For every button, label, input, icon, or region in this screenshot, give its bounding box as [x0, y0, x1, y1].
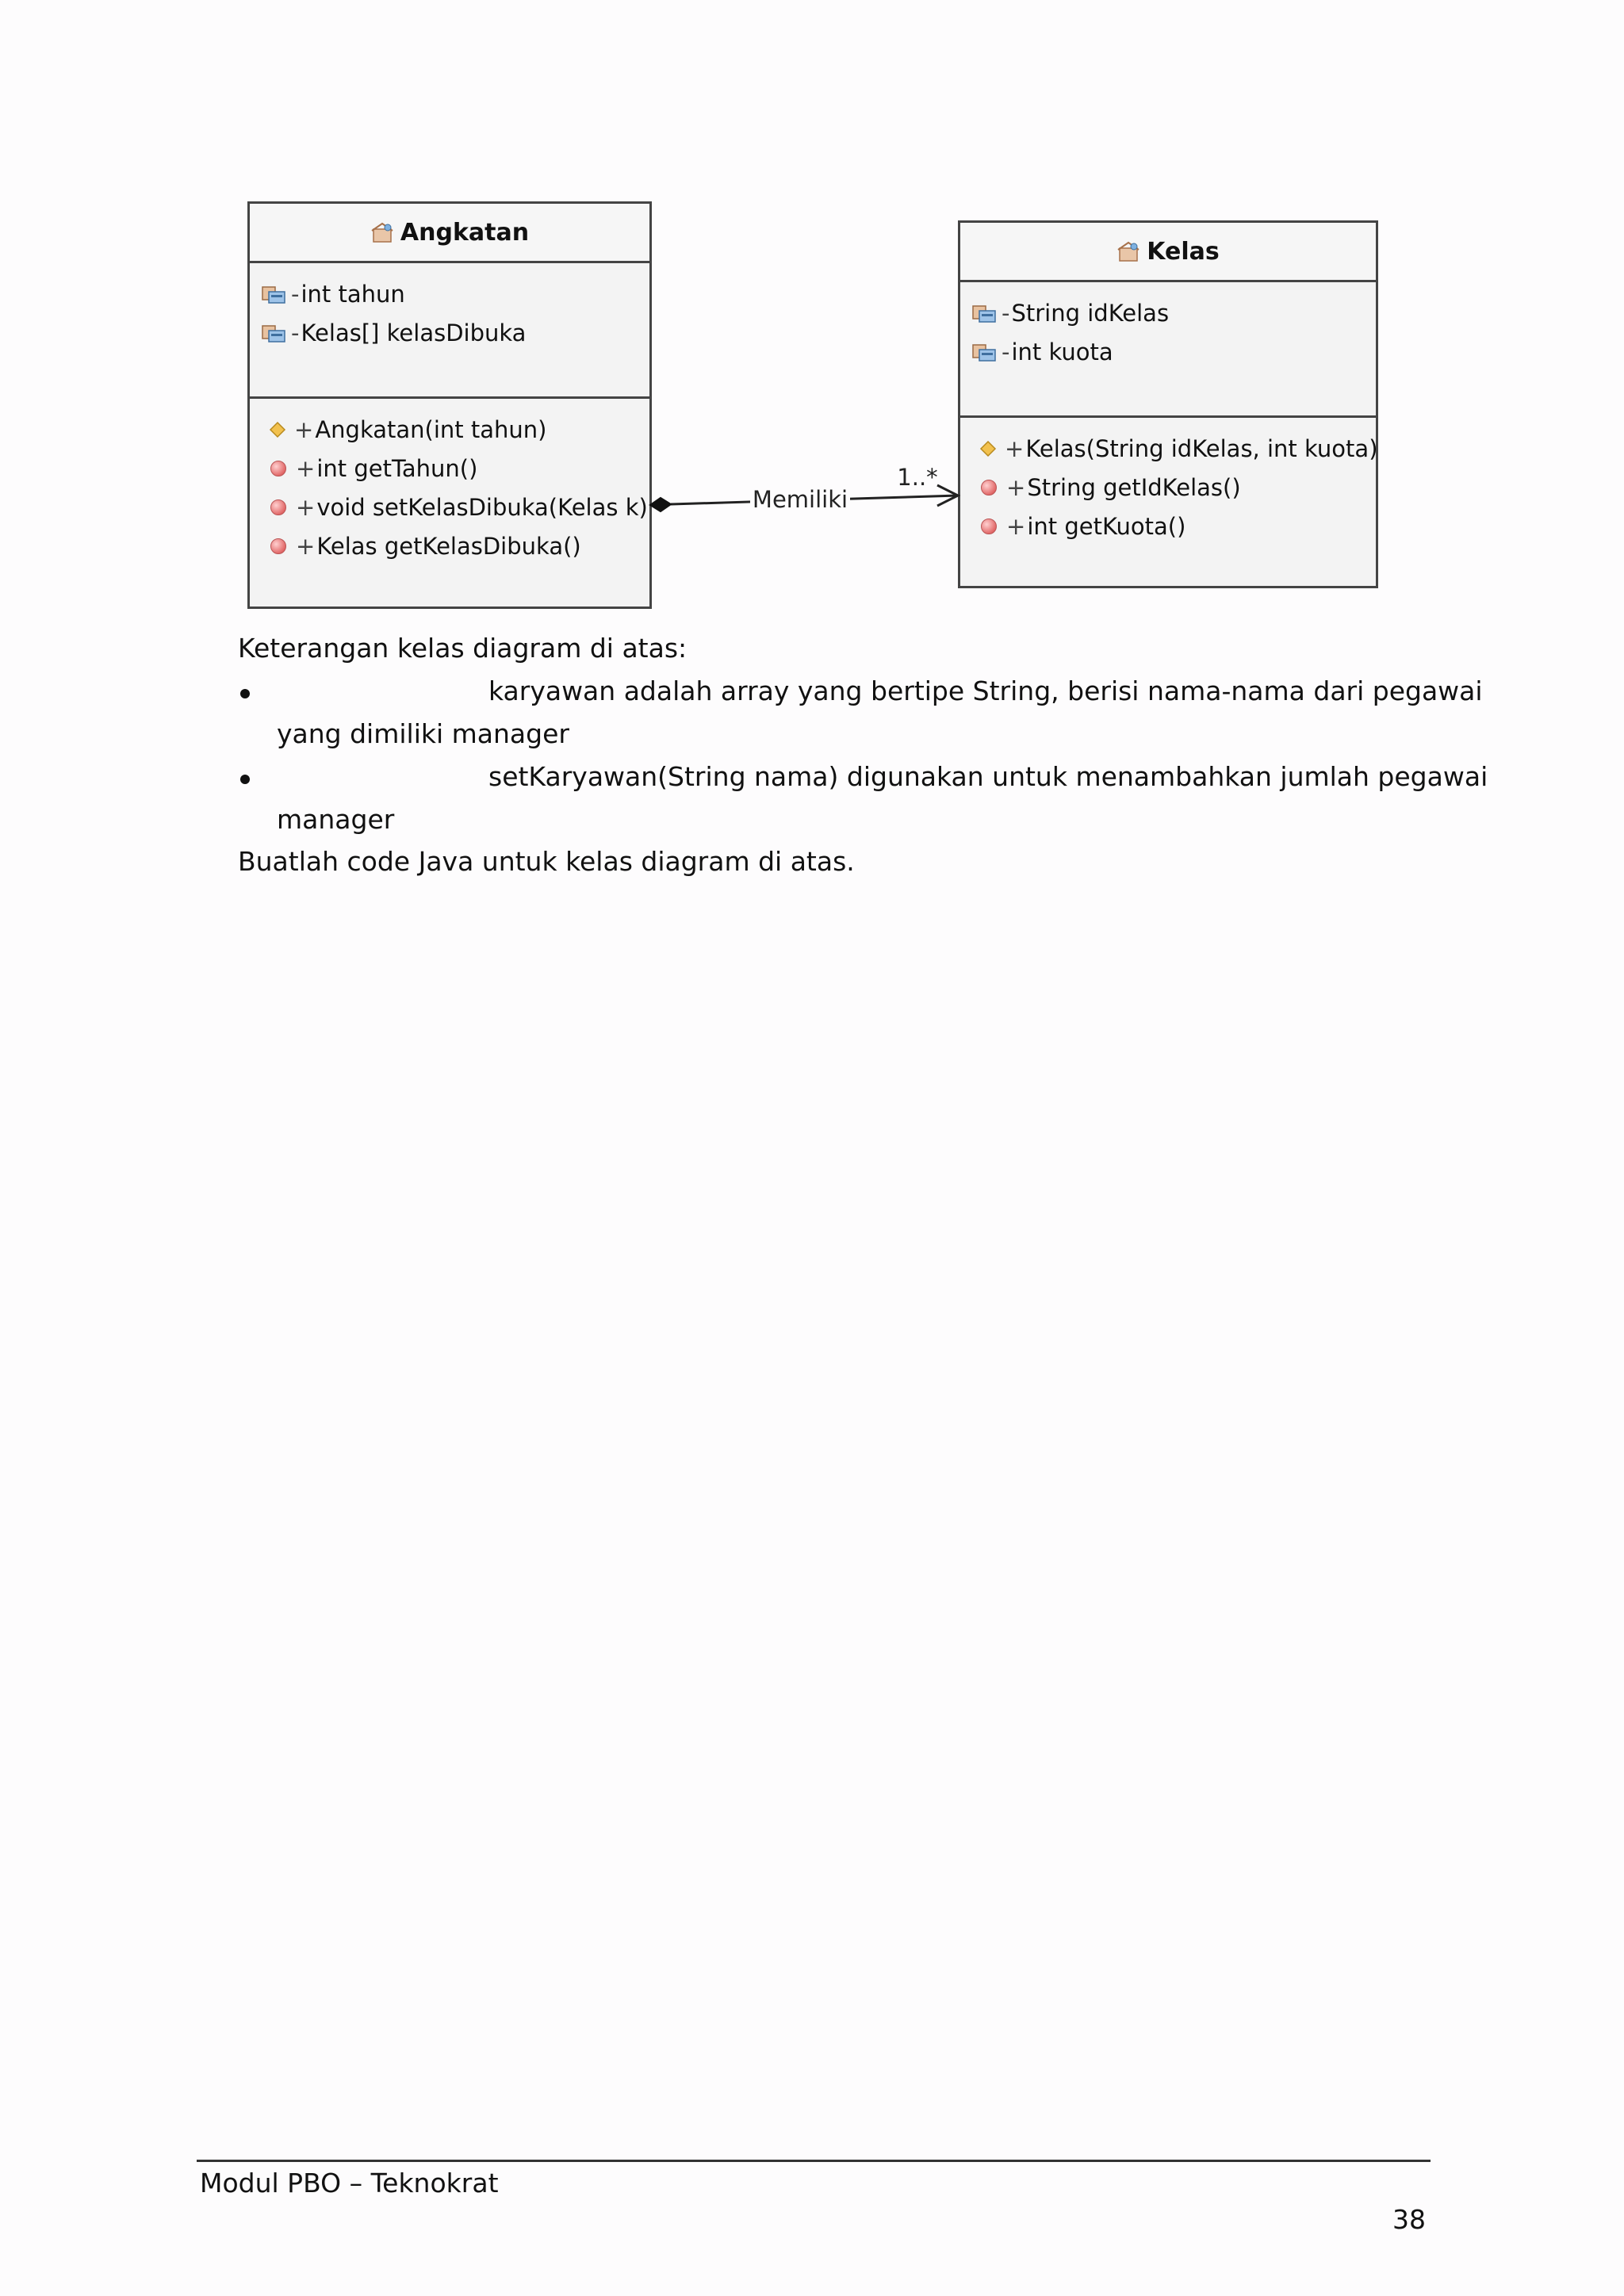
class-name: Angkatan [400, 218, 530, 247]
operation-text: Kelas getKelasDibuka() [316, 532, 581, 560]
composition-diamond [650, 498, 671, 511]
operation-text: int getTahun() [316, 454, 478, 482]
association-connector [0, 0, 1624, 714]
visibility-marker: + [1005, 434, 1025, 462]
visibility-marker: + [1006, 473, 1026, 501]
visibility-marker: - [291, 319, 300, 346]
bullet-text-line: karyawan adalah array yang bertipe String, berisi nama-nama dari pegawai [488, 675, 1483, 706]
visibility-marker: + [296, 532, 316, 560]
footer-divider [197, 2160, 1431, 2162]
footer-title: Modul PBO – Teknokrat [200, 2168, 499, 2198]
visibility-marker: + [296, 493, 316, 521]
visibility-marker: + [296, 454, 316, 482]
class-name: Kelas [1147, 237, 1220, 266]
page-number: 38 [1392, 2204, 1426, 2235]
bullet-text-line: manager [277, 804, 395, 835]
attribute-text: Kelas[] kelasDibuka [301, 319, 527, 346]
description-heading: Keterangan kelas diagram di atas: [238, 633, 688, 664]
operation-text: Kelas(String idKelas, int kuota) [1025, 434, 1378, 462]
bullet-text-line: setKaryawan(String nama) digunakan untuk menambahkan jumlah pegawai [488, 761, 1488, 792]
operation-text: Angkatan(int tahun) [315, 415, 547, 443]
visibility-marker: + [294, 415, 314, 443]
instruction-text: Buatlah code Java untuk kelas diagram di atas. [238, 846, 855, 877]
attribute-text: int kuota [1011, 338, 1113, 365]
visibility-marker: + [1006, 512, 1026, 540]
operation-text: int getKuota() [1027, 512, 1186, 540]
bullet-text-line: yang dimiliki manager [277, 718, 569, 749]
visibility-marker: - [1002, 338, 1010, 365]
association-multiplicity: 1..* [897, 464, 938, 491]
operation-text: String getIdKelas() [1027, 473, 1241, 501]
visibility-marker: - [1002, 299, 1010, 327]
association-label: Memiliki [752, 486, 848, 513]
visibility-marker: - [291, 280, 300, 308]
attribute-text: int tahun [301, 280, 405, 308]
bullet-marker [240, 689, 250, 698]
bullet-marker [240, 775, 250, 784]
attribute-text: String idKelas [1011, 299, 1170, 327]
operation-text: void setKelasDibuka(Kelas k) [316, 493, 648, 521]
